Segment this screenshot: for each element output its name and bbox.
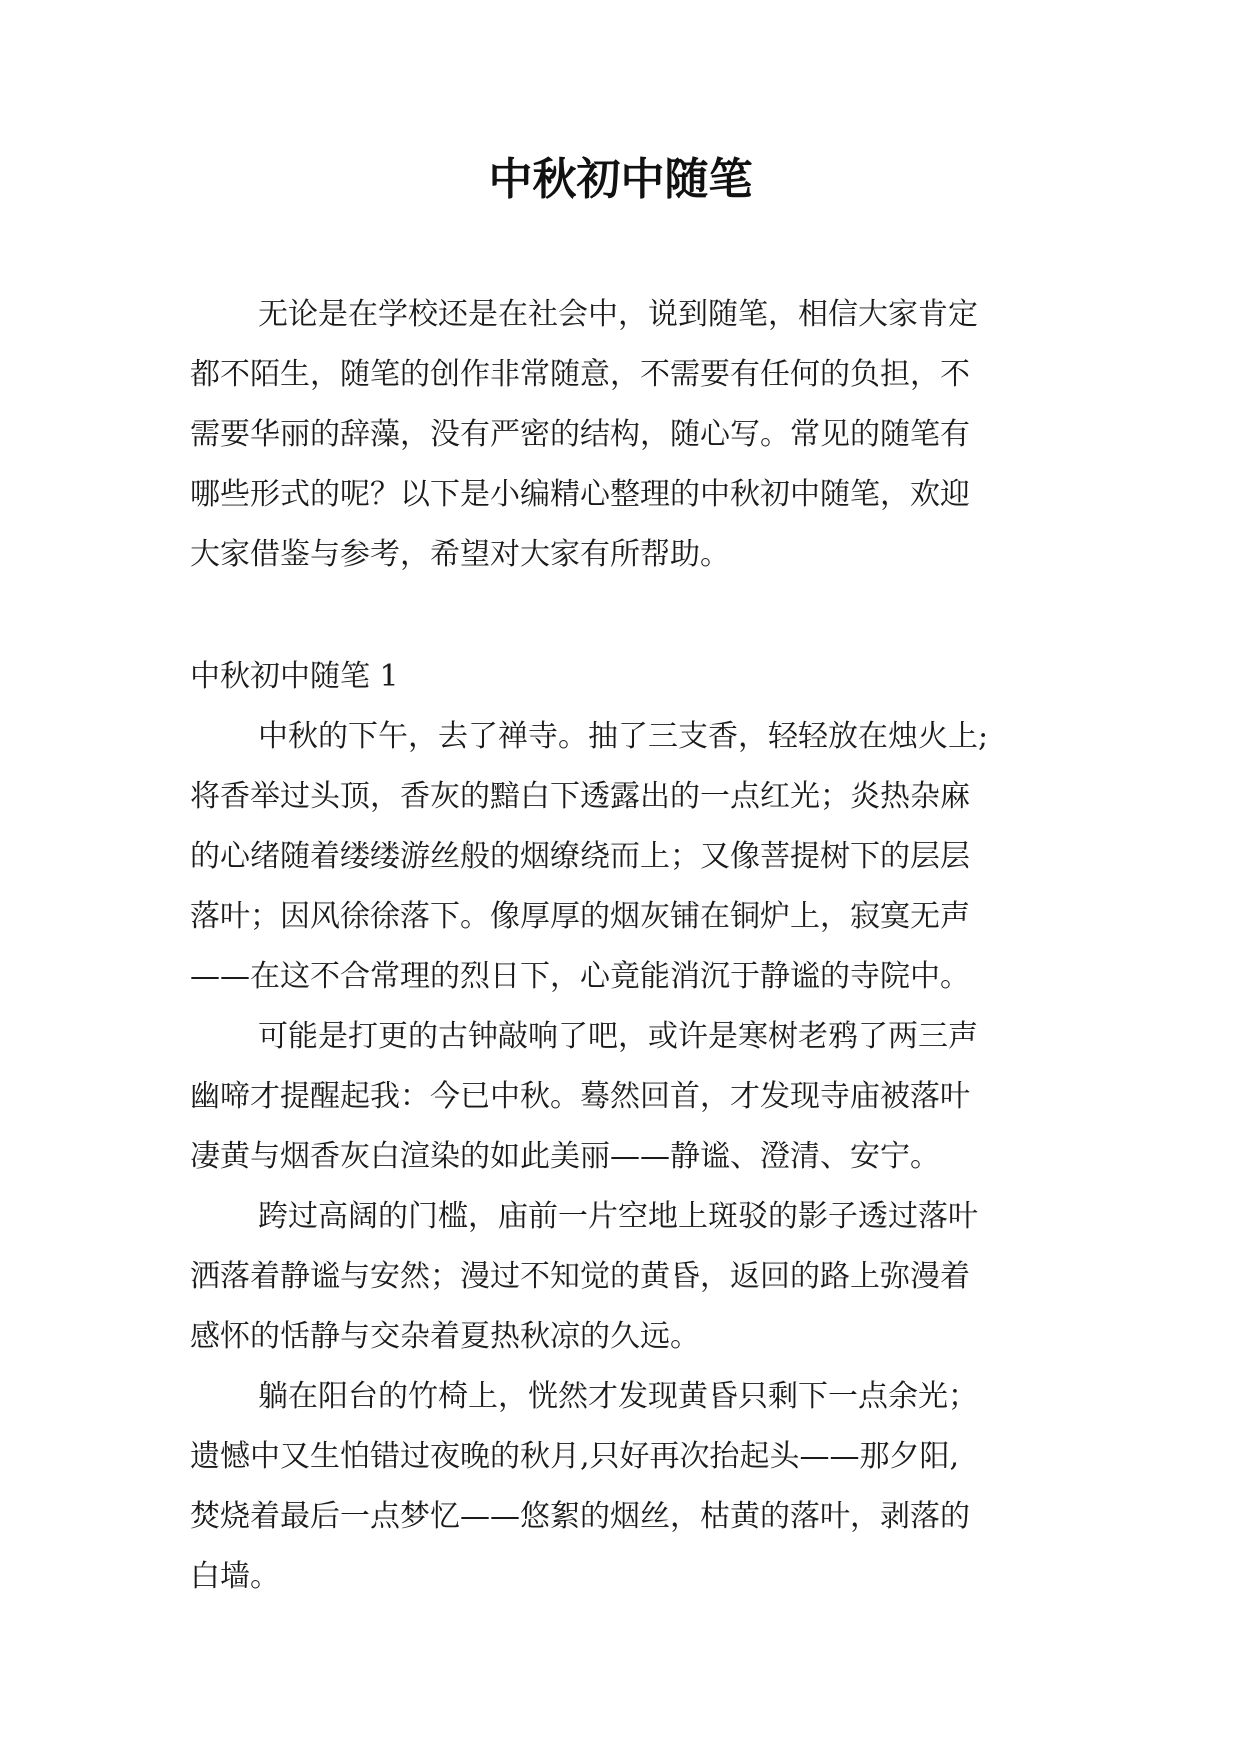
text-line: 凄黄与烟香灰白渲染的如此美丽——静谧、澄清、安宁。 xyxy=(190,1139,940,1174)
text-line: 跨过高阔的门槛，庙前一片空地上斑驳的影子透过落叶 xyxy=(258,1199,978,1234)
text-line: 躺在阳台的竹椅上，恍然才发现黄昏只剩下一点余光； xyxy=(258,1379,978,1414)
text-line: 落叶；因风徐徐落下。像厚厚的烟灰铺在铜炉上，寂寞无声 xyxy=(190,899,970,934)
text-line: 需要华丽的辞藻，没有严密的结构，随心写。常见的随笔有 xyxy=(190,417,970,452)
text-line: 中秋的下午，去了禅寺。抽了三支香，轻轻放在烛火上; xyxy=(258,719,989,754)
intro-paragraph xyxy=(190,285,1060,585)
text-line: ——在这不合常理的烈日下，心竟能消沉于静谧的寺院中。 xyxy=(190,959,970,994)
text-line: 无论是在学校还是在社会中，说到随笔，相信大家肯定 xyxy=(258,297,978,332)
text-line: 遗憾中又生怕错过夜晚的秋月,只好再次抬起头——那夕阳, xyxy=(190,1439,960,1474)
document-body xyxy=(190,285,1060,1607)
text-line: 洒落着静谧与安然；漫过不知觉的黄昏，返回的路上弥漫着 xyxy=(190,1259,970,1294)
text-line: 幽啼才提醒起我：今已中秋。蓦然回首，才发现寺庙被落叶 xyxy=(190,1079,970,1114)
text-line: 白墙。 xyxy=(190,1559,280,1594)
paragraph xyxy=(190,1187,1060,1367)
text-line: 焚烧着最后一点梦忆——悠絮的烟丝，枯黄的落叶，剥落的 xyxy=(190,1499,970,1534)
text-line: 大家借鉴与参考，希望对大家有所帮助。 xyxy=(190,537,730,572)
text-line: 都不陌生，随笔的创作非常随意，不需要有任何的负担，不 xyxy=(190,357,970,392)
text-line: 感怀的恬静与交杂着夏热秋凉的久远。 xyxy=(190,1319,700,1354)
paragraph xyxy=(190,707,1060,1007)
document-title: 中秋初中随笔 xyxy=(488,154,753,205)
paragraph xyxy=(190,1367,1060,1607)
text-line: 哪些形式的呢？以下是小编精心整理的中秋初中随笔，欢迎 xyxy=(190,477,970,512)
text-line: 将香举过头顶，香灰的黯白下透露出的一点红光；炎热杂麻 xyxy=(190,779,970,814)
text-line: 可能是打更的古钟敲响了吧，或许是寒树老鸦了两三声 xyxy=(258,1019,978,1054)
paragraph-gap xyxy=(190,585,1060,647)
paragraph xyxy=(190,1007,1060,1187)
section-heading: 中秋初中随笔 1 xyxy=(190,659,399,694)
text-line: 的心绪随着缕缕游丝般的烟缭绕而上；又像菩提树下的层层 xyxy=(190,839,970,874)
